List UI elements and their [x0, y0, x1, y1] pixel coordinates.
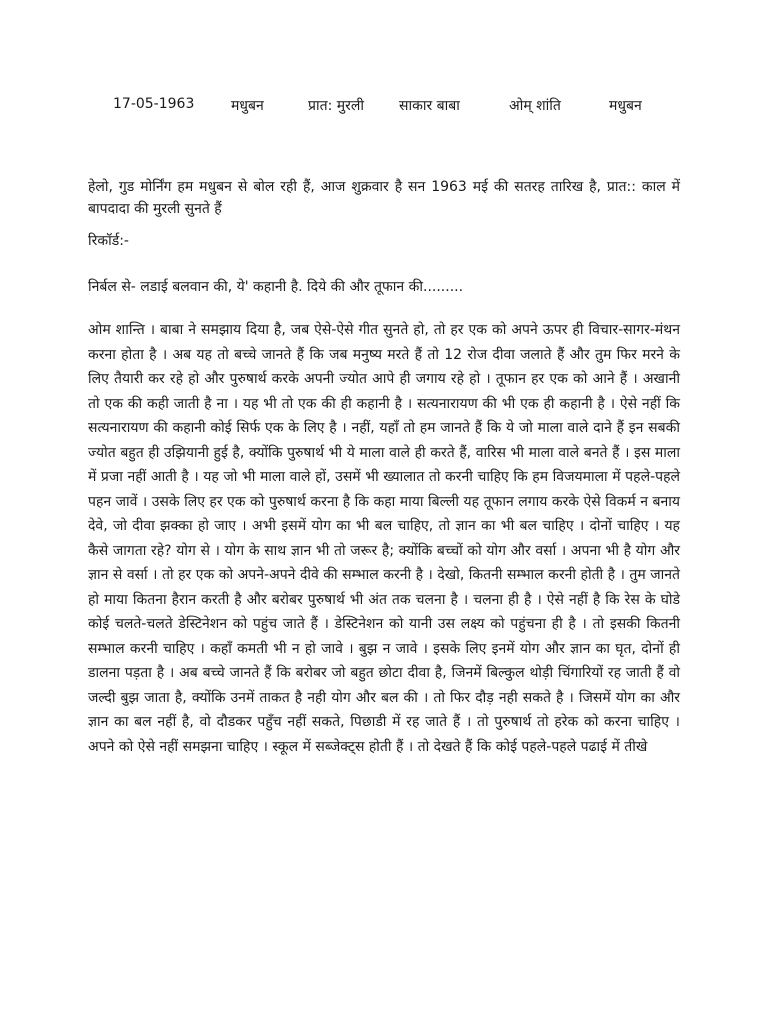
- record-label: रिकॉर्ड:-: [88, 233, 129, 249]
- murli-header: [113, 96, 668, 120]
- header-om-shanti: ओम् शांति: [509, 98, 561, 114]
- song-line: निर्बल से- लडाई बलवान की, ये' कहानी है. दिये की और तूफान की.........: [88, 279, 464, 295]
- header-place-repeat: मधुबन: [609, 98, 642, 114]
- murli-body: [88, 318, 680, 759]
- header-speaker: साकार बाबा: [399, 98, 460, 114]
- header-murli-type: प्रात: मुरली: [308, 98, 364, 114]
- header-date: 17-05-1963: [113, 96, 195, 112]
- header-place: मधुबन: [231, 98, 264, 114]
- body-paragraph: ओम शान्ति । बाबा ने समझाय दिया है, जब ऐसे-ऐसे गीत सुनते हो, तो हर एक को अपने ऊपर ही विचार-सागर-मंथन करना होता है । अब यह तो बच्चे जानते हैं कि जब मनुष्य मरते हैं तो 12 रोज दीवा जलाते हैं और तुम फिर मरने के लिए तैयारी कर रहे हो और पुरुषार्थ करके अपनी ज्योत आपे ही जगाय रहे हो । तूफान हर एक को आने हैं । अखानी तो एक की कही जाती है ना । यह भी तो एक की ही कहानी है । सत्यनारायण की भी एक ही कहानी है । ऐसे नहीं कि सत्यनारायण की कहानी कोई सिर्फ एक के लिए है । नहीं, यहाँ तो हम जानते हैं कि ये जो माला वाले दाने हैं इन सबकी ज्योत बहुत ही उझियानी हुई है, क्योंकि पुरुषार्थ भी ये माला वाले ही करते हैं, वारिस भी माला वाले बनते हैं । इस माला में प्रजा नहीं आती है । यह जो भी माला वाले हों, उसमें भी ख्यालात तो करनी चाहिए कि हम विजयमाला में पहले-पहले पहन जावें । उसके लिए हर एक को पुरुषार्थ करना है कि कहा माया बिल्ली यह तूफान लगाय करके ऐसे विकर्म न बनाय देवे, जो दीवा झक्का हो जाए । अभी इसमें योग का भी बल चाहिए, तो ज्ञान का भी बल चाहिए । दोनों चाहिए । यह कैसे जागता रहे? योग से । योग के साथ ज्ञान भी तो जरूर है; क्योंकि बच्चों को योग और वर्सा । अपना भी है योग और ज्ञान से वर्सा । तो हर एक को अपने-अपने दीवे की सम्भाल करनी है । देखो, कितनी सम्भाल करनी होती है । तुम जानते हो माया कितना हैरान करती है और बरोबर पुरुषार्थ भी अंत तक चलना है । चलना ही है । ऐसे नहीं है कि रेस के घोडे कोई चलते-चलते डेस्टिनेशन को पहुंच जाते हैं । डेस्टिनेशन को यानी उस लक्ष्य को पहुंचना ही है । तो इसकी कितनी सम्भाल करनी चाहिए । कहाँ कमती भी न हो जावे । बुझ न जावे । इसके लिए इनमें योग और ज्ञान का घृत, दोनों ही डालना पड़ता है । अब बच्चे जानते हैं कि बरोबर जो बहुत छोटा दीवा है, जिनमें बिल्कुल थोड़ी चिंगारियों रह जाती हैं वो जल्दी बुझ जाता है, क्योंकि उनमें ताकत है नही योग और बल की । तो फिर दौड़ नही सकते है । जिसमें योग का और ज्ञान का बल नहीं है, वो दौडकर पहुँच नहीं सकते, पिछाडी में रह जाते हैं । तो पुरुषार्थ तो हरेक को करना चाहिए । अपने को ऐसे नहीं समझना चाहिए । स्कूल में सब्जेक्ट्स होती हैं । तो देखते हैं कि कोई पहले-पहले पढाई में तीखे: [88, 322, 680, 755]
- greeting-paragraph: हेलो, गुड मोर्निंग हम मधुबन से बोल रही हैं, आज शुक्रवार है सन 1963 मई की सतरह तारिख है, प्रात:: काल में बापदादा की मुरली सुनते हैं: [88, 179, 680, 217]
